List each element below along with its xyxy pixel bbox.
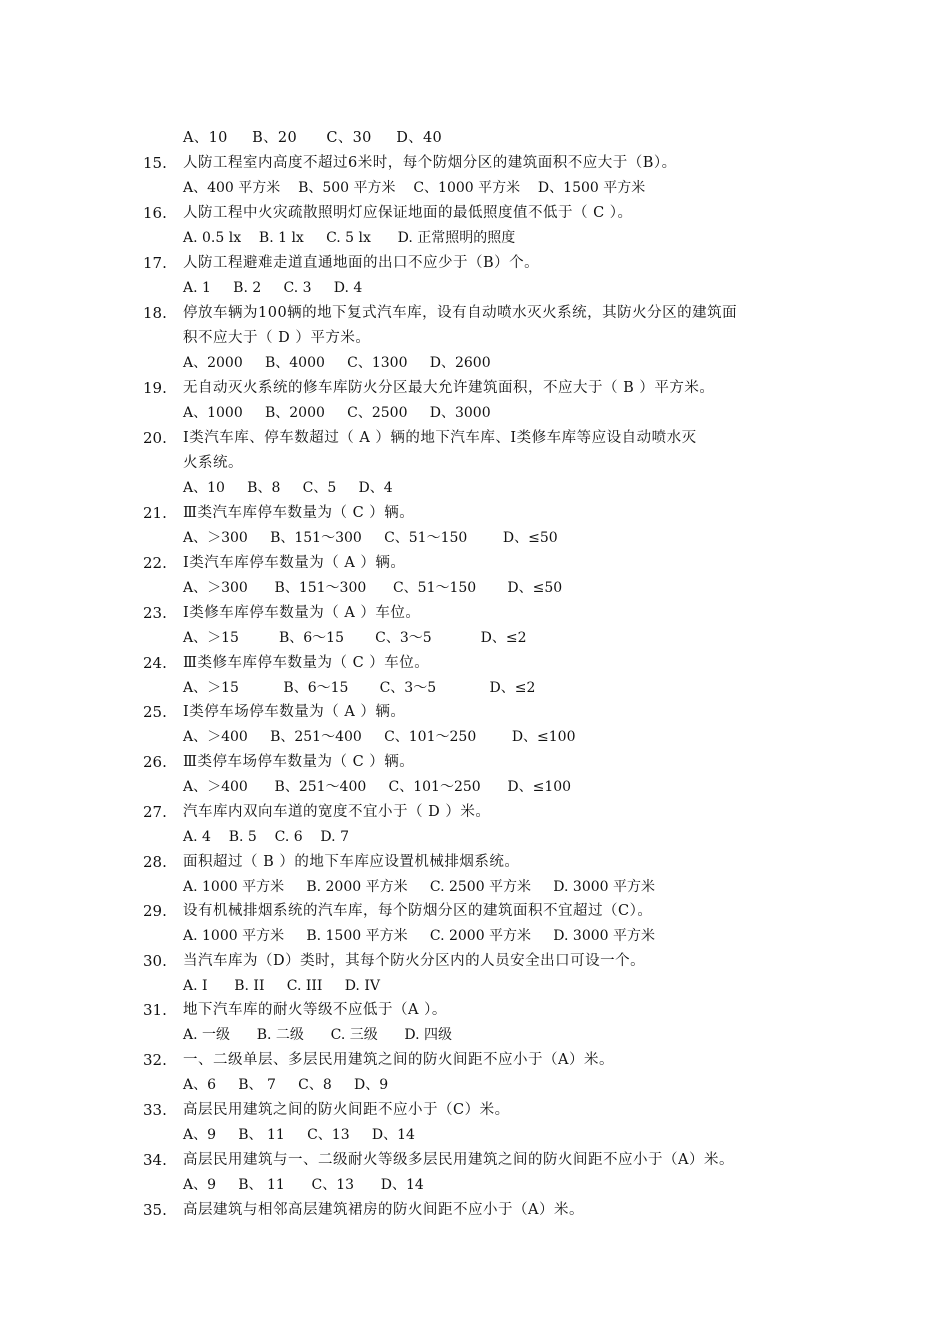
answer-options: A. 4 B. 5 C. 6 D. 7 <box>183 829 349 845</box>
answer-options: A、＞300 B、151～300 C、51～150 D、≤50 <box>183 580 563 596</box>
question-text: 面积超过（ B ）的地下车库应设置机械排烟系统。 <box>183 854 520 870</box>
answer-options: A、＞15 B、6～15 C、3～5 D、≤2 <box>183 630 527 646</box>
question-number: 28. <box>143 853 167 871</box>
answer-options: A. 一级 B. 二级 C. 三级 D. 四级 <box>183 1027 453 1043</box>
question-text: Ⅲ类修车库停车数量为（ C ）车位。 <box>183 655 430 671</box>
question-number: 25. <box>143 703 167 721</box>
question-number: 15. <box>143 154 167 172</box>
answer-options: A、400 平方米 B、500 平方米 C、1000 平方米 D、1500 平方米 <box>183 180 646 196</box>
question-text: Ⅲ类汽车库停车数量为（ C ）辆。 <box>183 505 415 521</box>
question-text: 人防工程室内高度不超过6米时，每个防烟分区的建筑面积不应大于（B）。 <box>183 155 677 171</box>
question-number: 29. <box>143 902 167 920</box>
question-number: 16. <box>143 204 167 222</box>
answer-options: A、9 B、 11 C、13 D、14 <box>183 1177 424 1193</box>
question-number: 17. <box>143 254 167 272</box>
question-text: 地下汽车库的耐火等级不应低于（A ）。 <box>183 1002 447 1018</box>
answer-options: A. I B. II C. III D. IV <box>183 978 380 994</box>
question-number: 22. <box>143 554 167 572</box>
question-number: 35. <box>143 1201 167 1219</box>
answer-options: A、＞300 B、151～300 C、51～150 D、≤50 <box>183 530 558 546</box>
question-text-continued: 积不应大于（ D ）平方米。 <box>183 330 371 346</box>
question-text: 人防工程中火灾疏散照明灯应保证地面的最低照度值不低于（ C ）。 <box>183 205 633 221</box>
question-text: Ⅰ类汽车库停车数量为（ A ）辆。 <box>183 555 406 571</box>
question-number: 32. <box>143 1051 167 1069</box>
question-number: 27. <box>143 803 167 821</box>
answer-options: A、2000 B、4000 C、1300 D、2600 <box>183 355 491 371</box>
question-text: Ⅰ类汽车库、停车数超过（ A ）辆的地下汽车库、Ⅰ类修车库等应设自动喷水灭 <box>183 430 697 446</box>
question-text: Ⅰ类停车场停车数量为（ A ）辆。 <box>183 704 406 720</box>
question-number: 18. <box>143 304 167 322</box>
lead-options: A、10 B、20 C、30 D、40 <box>183 130 442 146</box>
question-text-continued: 火系统。 <box>183 455 243 471</box>
question-text: 高层民用建筑与一、二级耐火等级多层民用建筑之间的防火间距不应小于（A）米。 <box>183 1152 734 1168</box>
question-text: 无自动灭火系统的修车库防火分区最大允许建筑面积，不应大于（ B ）平方米。 <box>183 380 715 396</box>
answer-options: A、＞15 B、6～15 C、3～5 D、≤2 <box>183 680 536 696</box>
question-text: 当汽车库为（D）类时，其每个防火分区内的人员安全出口可设一个。 <box>183 953 646 969</box>
question-number: 20. <box>143 429 167 447</box>
question-text: 高层民用建筑之间的防火间距不应小于（C）米。 <box>183 1102 510 1118</box>
answer-options: A、10 B、8 C、5 D、4 <box>183 480 393 496</box>
question-number: 26. <box>143 753 167 771</box>
answer-options: A. 0.5 lx B. 1 lx C. 5 lx D. 正常照明的照度 <box>183 230 516 246</box>
answer-options: A、1000 B、2000 C、2500 D、3000 <box>183 405 491 421</box>
question-number: 24. <box>143 654 167 672</box>
question-number: 23. <box>143 604 167 622</box>
answer-options: A、9 B、 11 C、13 D、14 <box>183 1127 415 1143</box>
question-text: Ⅰ类修车库停车数量为（ A ）车位。 <box>183 605 421 621</box>
question-number: 19. <box>143 379 167 397</box>
question-number: 33. <box>143 1101 167 1119</box>
question-text: 人防工程避难走道直通地面的出口不应少于（B）个。 <box>183 255 540 271</box>
question-text: 设有机械排烟系统的汽车库，每个防烟分区的建筑面积不宜超过（C）。 <box>183 903 653 919</box>
question-text: 停放车辆为100辆的地下复式汽车库，设有自动喷水灭火系统，其防火分区的建筑面 <box>183 305 738 321</box>
question-text: 高层建筑与相邻高层建筑裙房的防火间距不应小于（A）米。 <box>183 1202 584 1218</box>
question-number: 21. <box>143 504 167 522</box>
question-number: 34. <box>143 1151 167 1169</box>
question-text: 一、二级单层、多层民用建筑之间的防火间距不应小于（A）米。 <box>183 1052 614 1068</box>
answer-options: A、6 B、 7 C、8 D、9 <box>183 1077 389 1093</box>
question-number: 30. <box>143 952 167 970</box>
answer-options: A. 1000 平方米 B. 1500 平方米 C. 2000 平方米 D. 3000 平方米 <box>183 928 656 944</box>
answer-options: A、＞400 B、251～400 C、101～250 D、≤100 <box>183 779 572 795</box>
question-number: 31. <box>143 1001 167 1019</box>
question-text: 汽车库内双向车道的宽度不宜小于（ D ）米。 <box>183 804 491 820</box>
question-text: Ⅲ类停车场停车数量为（ C ）辆。 <box>183 754 415 770</box>
answer-options: A. 1000 平方米 B. 2000 平方米 C. 2500 平方米 D. 3000 平方米 <box>183 879 656 895</box>
answer-options: A. 1 B. 2 C. 3 D. 4 <box>183 280 363 296</box>
answer-options: A、＞400 B、251～400 C、101～250 D、≤100 <box>183 729 576 745</box>
